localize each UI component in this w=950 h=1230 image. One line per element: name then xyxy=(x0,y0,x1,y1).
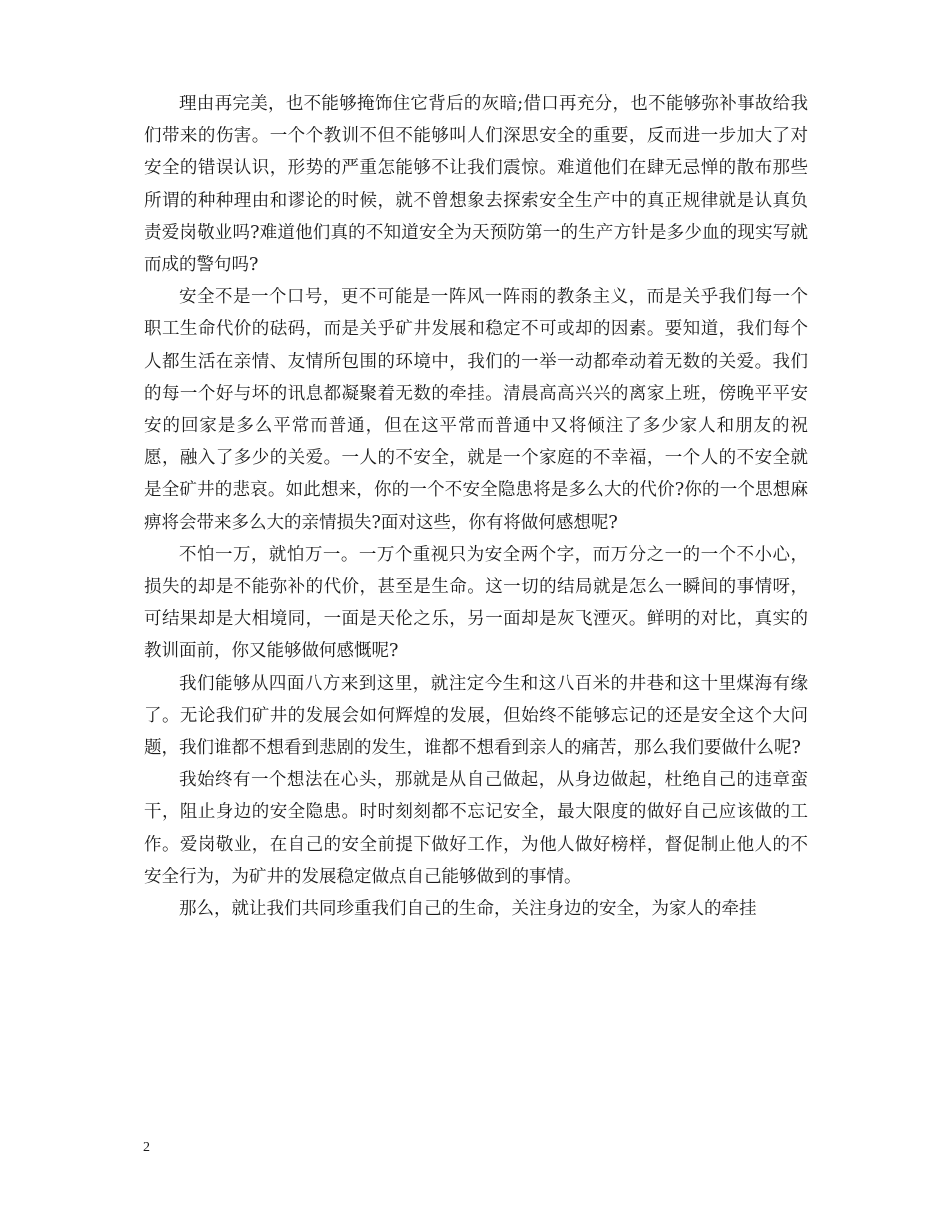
paragraph-3: 不怕一万，就怕万一。一万个重视只为安全两个字，而万分之一的一个不小心，损失的却是不能弥补的代价，甚至是生命。这一切的结局就是怎么一瞬间的事情呀，可结果却是大相境同，一面是天伦之乐，另一面却是灰飞湮灭。鲜明的对比，真实的教训面前，你又能够做何感慨呢? xyxy=(144,544,808,662)
paragraph-6: 那么，就让我们共同珍重我们自己的生命，关注身边的安全，为家人的牵挂 xyxy=(179,899,757,920)
body-text xyxy=(144,88,808,925)
paragraph-1: 理由再完美，也不能够掩饰住它背后的灰暗;借口再充分，也不能够弥补事故给我们带来的伤害。一个个教训不但不能够叫人们深思安全的重要，反而进一步加大了对安全的错误认识，形势的严重怎能够不让我们震惊。难道他们在肆无忌惮的散布那些所谓的种种理由和谬论的时候，就不曾想象去探索安全生产中的真正规律就是认真负责爱岗敬业吗?难道他们真的不知道安全为天预防第一的生产方针是多少血的现实写就而成的警句吗? xyxy=(144,94,808,276)
paragraph-4: 我们能够从四面八方来到这里，就注定今生和这八百米的井巷和这十里煤海有缘了。无论我们矿井的发展会如何辉煌的发展，但始终不能够忘记的还是安全这个大问题，我们谁都不想看到悲剧的发生，谁都不想看到亲人的痛苦，那么我们要做什么呢? xyxy=(144,673,808,759)
page-number: 2 xyxy=(143,1140,150,1155)
paragraph-5: 我始终有一个想法在心头，那就是从自己做起，从身边做起，杜绝自己的违章蛮干，阻止身边的安全隐患。时时刻刻都不忘记安全，最大限度的做好自己应该做的工作。爱岗敬业，在自己的安全前提下做好工作，为他人做好榜样，督促制止他人的不安全行为，为矿井的发展稳定做点自己能够做到的事情。 xyxy=(144,770,808,887)
paragraph-2: 安全不是一个口号，更不可能是一阵风一阵雨的教条主义，而是关乎我们每一个职工生命代价的砝码，而是关乎矿井发展和稳定不可或却的因素。要知道，我们每个人都生活在亲情、友情所包围的环境中，我们的一举一动都牵动着无数的关爱。我们的每一个好与坏的讯息都凝聚着无数的牵挂。清晨高高兴兴的离家上班，傍晚平平安安的回家是多么平常而普通，但在这平常而普通中又将倾注了多少家人和朋友的祝愿，融入了多少的关爱。一人的不安全，就是一个家庭的不幸福，一个人的不安全就是全矿井的悲哀。如此想来，你的一个不安全隐患将是多么大的代价?你的一个思想麻痹将会带来多么大的亲情损失?面对这些，你有将做何感想呢? xyxy=(144,287,808,533)
